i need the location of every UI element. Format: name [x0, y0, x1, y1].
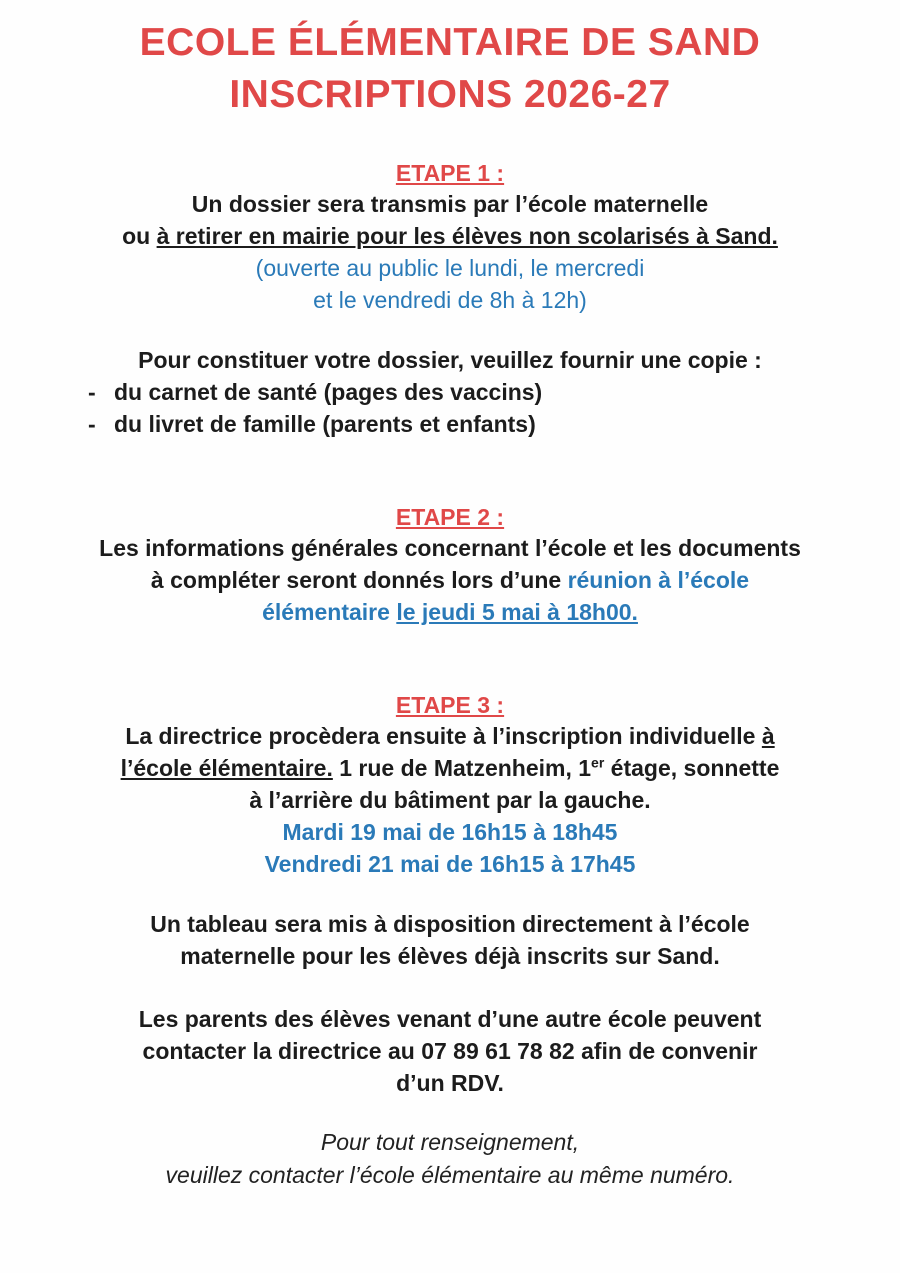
meeting-location-part1: réunion à l’école — [567, 567, 750, 593]
parents-note-line1: Les parents des élèves venant d’une autre école peuvent — [138, 1006, 762, 1032]
document-item-health-record: du carnet de santé (pages des vaccins) — [114, 379, 543, 405]
step3-line2-underlined: l’école élémentaire. — [120, 755, 333, 781]
mairie-hours-line1: (ouverte au public le lundi, le mercredi — [255, 255, 645, 281]
step1-heading-text: ETAPE 1 : — [395, 160, 505, 186]
step2-line2 — [0, 564, 900, 596]
documents-list — [88, 376, 868, 440]
parents-note-line2: contacter la directrice au 07 89 61 78 82 afin de convenir — [142, 1038, 758, 1064]
step2-heading-text: ETAPE 2 : — [395, 504, 505, 530]
step3-line1-underlined: à — [761, 723, 775, 749]
step3-line2 — [0, 752, 900, 784]
step3-line2-sup: er — [591, 754, 605, 771]
list-dash: - — [88, 379, 96, 405]
footer-line1: Pour tout renseignement, — [320, 1129, 580, 1155]
step2-heading — [0, 502, 900, 532]
title-line-1: ECOLE ÉLÉMENTAIRE DE SAND — [139, 21, 761, 64]
mairie-hours-line2: et le vendredi de 8h à 12h) — [313, 287, 587, 313]
registration-date-1: Mardi 19 mai de 16h15 à 18h45 — [282, 819, 618, 845]
step2-line1: Les informations générales concernant l’école et les documents — [99, 535, 801, 561]
table-note-line1: Un tableau sera mis à disposition directement à l’école — [150, 911, 750, 937]
step1-line2-underlined: à retirer en mairie pour les élèves non scolarisés à Sand. — [156, 223, 778, 249]
documents-intro: Pour constituer votre dossier, veuillez fournir une copie : — [138, 347, 762, 373]
document-item-family-book: du livret de famille (parents et enfants) — [114, 411, 536, 437]
title-line-2: INSCRIPTIONS 2026-27 — [229, 73, 671, 116]
list-item — [88, 408, 868, 440]
step3-line3: à l’arrière du bâtiment par la gauche. — [249, 787, 651, 813]
list-item — [88, 376, 868, 408]
step2-line2-prefix: à compléter seront donnés lors d’une — [150, 567, 568, 593]
step2-line3 — [0, 596, 900, 628]
list-dash: - — [88, 411, 96, 437]
step3-line2-end: étage, sonnette — [604, 755, 780, 781]
step3-line1-prefix: La directrice procèdera ensuite à l’inscription individuelle — [125, 723, 762, 749]
step3-line1 — [0, 720, 900, 752]
step1-line2-prefix: ou — [122, 223, 157, 249]
step3-heading-text: ETAPE 3 : — [395, 692, 505, 718]
step3-heading — [0, 690, 900, 720]
meeting-date: le jeudi 5 mai à 18h00. — [396, 599, 638, 625]
registration-date-2: Vendredi 21 mai de 16h15 à 17h45 — [264, 851, 636, 877]
step3-line2-address: 1 rue de Matzenheim, 1 — [332, 755, 592, 781]
meeting-location-part2: élémentaire — [262, 599, 397, 625]
step1-heading — [0, 158, 900, 188]
parents-note-line3: d’un RDV. — [396, 1070, 504, 1096]
table-note-line2: maternelle pour les élèves déjà inscrits sur Sand. — [180, 943, 720, 969]
footer-line2: veuillez contacter l’école élémentaire au même numéro. — [165, 1162, 735, 1188]
step1-line1: Un dossier sera transmis par l’école maternelle — [191, 191, 709, 217]
step1-line2 — [0, 220, 900, 252]
